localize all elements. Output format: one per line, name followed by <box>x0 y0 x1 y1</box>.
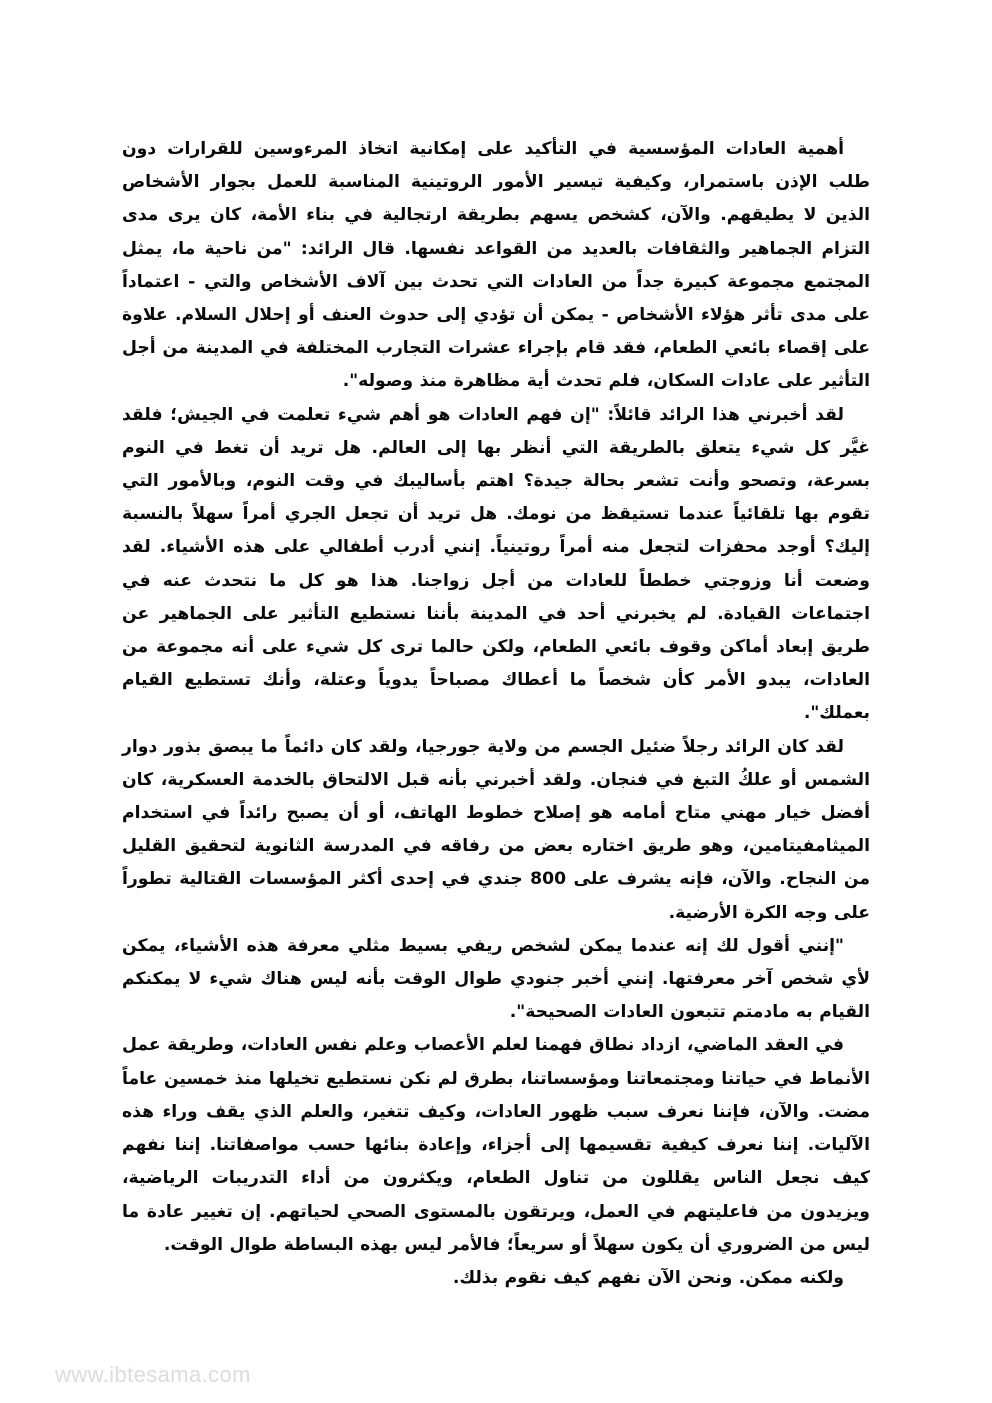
paragraph-2: لقد أخبرني هذا الرائد قائلاً: "إن فهم العادات هو أهم شيء تعلمت في الجيش؛ فلقد غيَّر كل شيء يتعلق بالطريقة التي أنظر بها إلى العالم. هل تريد أن تغط في النوم بسرعة، وتصحو وأنت تشعر بحالة جيدة؟ اهتم بأساليبك في وقت النوم، وبالأمور التي تقوم بها تلقائياً عندما تستيقظ من نومك. هل تريد أن تجعل الجري أمراً سهلاً بالنسبة إليك؟ أوجد محفزات لتجعل منه أمراً روتينياً. إنني أدرب أطفالي على هذه الأشياء. لقد وضعت أنا وزوجتي خططاً للعادات من أجل زواجنا. هذا هو كل ما نتحدث عنه في اجتماعات القيادة. لم يخبرني أحد في المدينة بأننا نستطيع التأثير على الجماهير عن طريق إبعاد أماكن وقوف بائعي الطعام، ولكن حالما ترى كل شيء على أنه مجموعة من العادات، يبدو الأمر كأن شخصاً ما أعطاك مصباحاً يدوياً وعتلة، وأنك تستطيع القيام بعملك". <box>122 404 870 724</box>
site-watermark: www.ibtesama.com <box>55 1362 251 1387</box>
paragraph-1: أهمية العادات المؤسسية في التأكيد على إمكانية اتخاذ المرءوسين للقرارات دون طلب الإذن باستمرار، وكيفية تيسير الأمور الروتينية المناسبة للعمل بجوار الأشخاص الذين لا يطيقهم. والآن، كشخص يسهم بطريقة ارتجالية في بناء الأمة، كان يرى مدى التزام الجماهير والثقافات بالعديد من القواعد نفسها. قال الرائد: "من ناحية ما، يمثل المجتمع مجموعة كبيرة جداً من العادات التي تحدث بين آلاف الأشخاص والتي - اعتماداً على مدى تأثر هؤلاء الأشخاص - يمكن أن تؤدي إلى حدوث العنف أو إحلال السلام. علاوة على إقصاء بائعي الطعام، فقد قام بإجراء عشرات التجارب المختلفة في المدينة من أجل التأثير على عادات السكان، فلم تحدث أية مظاهرة منذ وصوله". <box>122 139 870 392</box>
paragraph-3: لقد كان الرائد رجلاً ضئيل الجسم من ولاية جورجيا، ولقد كان دائماً ما يبصق بذور دوار الشمس أو علكُ التبغ في فنجان. ولقد أخبرني بأنه قبل الالتحاق بالخدمة العسكرية، كان أفضل خيار مهني متاح أمامه هو إصلاح خطوط الهاتف، أو أن يصبح رائداً في استخدام الميثامفيتامين، وهو طريق اختاره بعض من رفاقه في المدرسة الثانوية لتحقيق القليل من النجاح. والآن، فإنه يشرف على 800 جندي في إحدى أكثر المؤسسات القتالية تطوراً على وجه الكرة الأرضية. <box>122 736 870 923</box>
paragraph-5: في العقد الماضي، ازداد نطاق فهمنا لعلم الأعصاب وعلم نفس العادات، وطريقة عمل الأنماط في حياتنا ومجتمعاتنا ومؤسساتنا، بطرق لم نكن نستطيع تخيلها منذ خمسين عاماً مضت. والآن، فإننا نعرف سبب ظهور العادات، وكيف تتغير، والعلم الذي يقف وراء هذه الآليات. إننا نعرف كيفية تقسيمها إلى أجزاء، وإعادة بنائها حسب مواصفاتنا. إننا نفهم كيف نجعل الناس يقللون من تناول الطعام، ويكثرون من أداء التدريبات الرياضية، ويزيدون من فاعليتهم في العمل، ويرتقون بالمستوى الصحي لحياتهم. إن تغيير عادة ما ليس من الضروري أن يكون سهلاً أو سريعاً؛ فالأمر ليس بهذه البساطة طوال الوقت. <box>122 1035 870 1255</box>
document-text-column <box>122 133 870 1295</box>
paragraph-4: "إنني أقول لك إنه عندما يمكن لشخص ريفي بسيط مثلي معرفة هذه الأشياء، يمكن لأي شخص آخر معرفتها. إنني أخبر جنودي طوال الوقت بأنه ليس هناك شيء لا يمكنكم القيام به مادمتم تتبعون العادات الصحيحة". <box>122 935 870 1023</box>
paragraph-6: ولكنه ممكن. ونحن الآن نفهم كيف نقوم بذلك. <box>452 1267 844 1288</box>
